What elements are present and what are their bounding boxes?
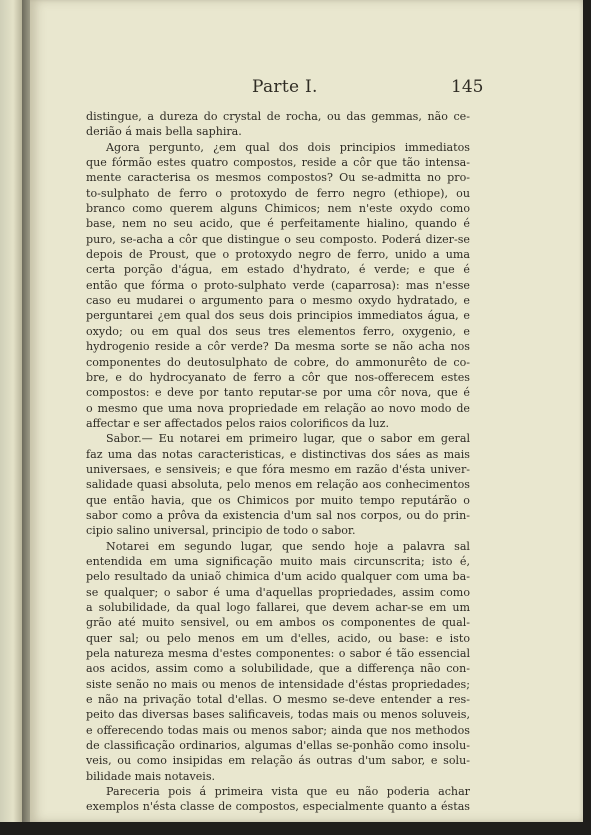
text-line: mente caracterisa os mesmos compostos? Ou se-admitta no pro- (86, 171, 470, 185)
text-line: que fórmão estes quatro compostos, reside a côr que tão intensa- (86, 156, 470, 170)
text-line: de classificação ordinarios, algumas d'ellas se-ponhão como insolu- (86, 739, 470, 753)
text-line: peito das diversas bases salificaveis, todas mais ou menos soluveis, (86, 708, 470, 722)
text-line: distingue, a dureza do crystal de rocha, ou das gemmas, não ce- (86, 110, 470, 123)
text-line: aos acidos, assim como a solubilidade, que a differença não con- (86, 662, 470, 676)
text-line: cipio salino universal, principio de todo o sabor. (86, 524, 356, 538)
text-line: certa porção d'água, em estado d'hydrato, é verde; e que é (86, 263, 470, 277)
scan-border-bottom (0, 822, 591, 835)
text-line: se qualquer; o sabor é uma d'aquellas propriedades, assim como (86, 585, 470, 599)
text-line: base, nem no seu acido, que é perfeitamente hialino, quando é (86, 217, 470, 231)
text-line: to-sulphato de ferro o protoxydo de ferro negro (ethiope), ou (86, 186, 470, 200)
text-line: perguntarei ¿em qual dos seus dois principios immediatos água, e (86, 309, 470, 323)
text-line: o mesmo que uma nova propriedade em relação ao novo modo de (86, 401, 470, 415)
text-line: quer sal; ou pelo menos em um d'elles, acido, ou base: e isto (86, 631, 470, 645)
text-line: então que fórma o proto-sulphato verde (caparrosa): mas n'esse (86, 278, 470, 292)
text-line: e não na privação total d'ellas. O mesmo se-deve entender a res- (86, 693, 470, 707)
text-line: grão até muito sensivel, ou em ambos os componentes de qual- (86, 616, 470, 630)
text-line: pela natureza mesma d'estes componentes: o sabor é tão essencial (86, 647, 470, 661)
text-line: sabor como a prôva da existencia d'um sal nos corpos, ou do prin- (86, 508, 470, 522)
text-line: hydrogenio reside a côr verde? Da mesma sorte se não acha nos (86, 340, 470, 354)
text-line: Notarei em segundo lugar, que sendo hoje a palavra sal (106, 539, 470, 553)
text-line: salidade quasi absoluta, pelo menos em relação aos conhecimentos (86, 478, 470, 492)
text-line: veis, ou como insipidas em relação ás outras d'um sabor, e solu- (86, 754, 470, 768)
book-gutter (22, 0, 30, 835)
text-line: compostos: e deve por tanto reputar-se por uma côr nova, que é (86, 386, 470, 400)
page-header (30, 77, 583, 101)
text-line: faz uma das notas caracteristicas, e distinctivas dos sáes as mais (86, 447, 470, 461)
text-line: a solubilidade, da qual logo fallarei, que devem achar-se em um (86, 601, 470, 614)
text-line: Agora pergunto, ¿em qual dos dois principios immediatos (106, 140, 470, 154)
text-line: affectar e ser affectados pelos raios colorificos da luz. (86, 416, 389, 430)
facing-page-edge (0, 0, 22, 835)
body-text (86, 109, 470, 815)
text-line: pelo resultado da uniaõ chimica d'um acido qualquer com uma ba- (86, 570, 470, 584)
text-line: exemplos n'ésta classe de compostos, especialmente quanto a éstas (86, 800, 470, 814)
text-line: branco como querem alguns Chimicos; nem n'este oxydo como (86, 202, 470, 216)
text-line: Pareceria pois á primeira vista que eu não poderia achar (106, 785, 470, 799)
scan-border-right (583, 0, 591, 835)
text-line: entendida em uma significação muito mais circunscrita; isto é, (86, 554, 470, 568)
text-line: puro, se-acha a côr que distingue o seu composto. Poderá dizer-se (86, 232, 470, 246)
page-number: 145 (451, 77, 484, 97)
text-line: siste senão no mais ou menos de intensidade d'éstas propriedades; (86, 677, 470, 691)
text-line: universaes, e sensiveis; e que fóra mesmo em razão d'ésta univer- (86, 462, 470, 476)
text-line: componentes do deutosulphato de cobre, do ammonurêto de co- (86, 355, 470, 369)
text-line: depois de Proust, que o protoxydo negro de ferro, unido a uma (86, 248, 470, 262)
text-line: oxydo; ou em qual dos seus tres elementos ferro, oxygenio, e (86, 324, 470, 338)
text-line: e offerecendo todas mais ou menos sabor; ainda que nos methodos (86, 723, 470, 737)
text-line: Sabor.— Eu notarei em primeiro lugar, que o sabor em geral (106, 432, 470, 446)
text-line: que então havia, que os Chimicos por muito tempo reputárão o (86, 493, 470, 507)
text-line: bre, e do hydrocyanato de ferro a côr que nos-offerecem estes (86, 370, 470, 384)
text-line: derião á mais bella saphira. (86, 125, 242, 139)
text-line: bilidade mais notaveis. (86, 769, 216, 783)
text-line: caso eu mudarei o argumento para o mesmo oxydo hydratado, e (86, 294, 470, 308)
running-title: Parte I. (252, 77, 318, 97)
